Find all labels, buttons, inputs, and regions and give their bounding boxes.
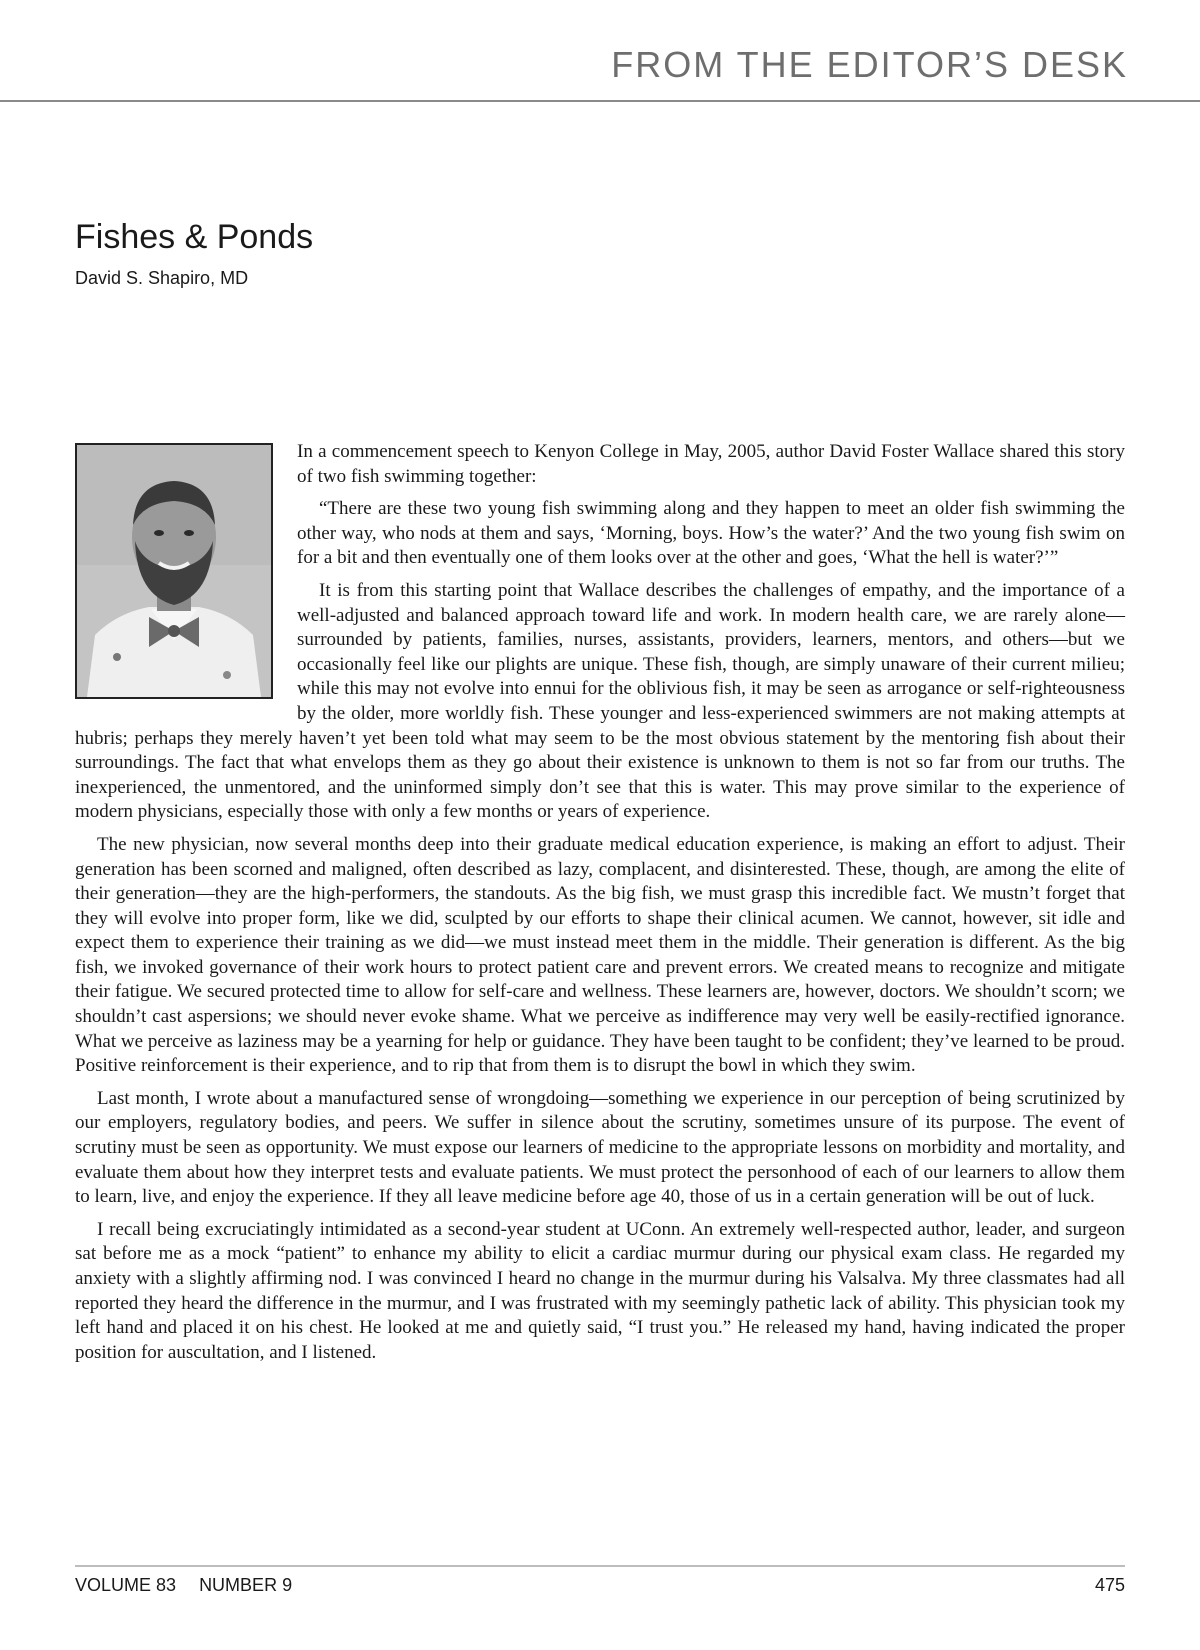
paragraph-5: Last month, I wrote about a manufactured sense of wrongdoing—something we experience in our perception of being scrutinized by our employers, regulatory bodies, and peers. We suffer in silence about the scrutiny, sometimes unsure of its purpose. The event of scrutiny must be seen as opportunity. We must expose our learners of medicine to the appropriate lessons on morbidity and mortality, and evaluate them about how they interpret tests and evaluate patients. We must protect the personhood of each of our learners to allow them to learn, live, and enjoy the experience. If they all leave medicine before age 40, those of us in a certain generation will be out of luck.: [75, 1087, 1125, 1208]
paragraph-2: “There are these two young fish swimming along and they happen to meet an older fish swimming the other way, who nods at them and says, ‘Morning, boys. How’s the water?’ And the two young fish swim on for a bit and then eventually one of them looks over at the other and goes, ‘What the hell is water?’”: [297, 498, 1125, 569]
article-author: David S. Shapiro, MD: [75, 268, 249, 288]
paragraph-4: The new physician, now several months deep into their graduate medical education experience, is making an effort to adjust. Their generation has been scorned and maligned, often described as lazy, complacent, and disinterested. These, though, are among the elite of their generation—they are the high-performers, the standouts. As the big fish, we must grasp this incredible fact. We mustn’t forget that they will evolve into proper form, like we did, sculpted by our efforts to shape their clinical acumen. We cannot, however, sit idle and expect them to experience their training as we did—we must instead meet them in the middle. Their generation is different. As the big fish, we invoked governance of their work hours to protect patient care and prevent errors. We created means to recognize and mitigate their fatigue. We secured protected time to allow for self-care and wellness. These learners are, however, doctors. We shouldn’t scorn; we shouldn’t cast aspersions; we should never evoke shame. What we perceive as indifference may very well be easily-rectified ignorance. What we perceive as laziness may be a yearning for help or guidance. They have been taught to be confident; they’ve learned to be proud. Positive reinforcement is their experience, and to rip that from them is to disrupt the bowl in which they swim.: [75, 833, 1125, 1077]
footer-volume: VOLUME 83: [75, 1575, 177, 1595]
article-title: Fishes & Ponds: [75, 218, 314, 256]
paragraph-3: It is from this starting point that Wallace describes the challenges of empathy, and the importance of a well-adjusted and balanced approach toward life and work. In modern health care, we are rarely alone—surrounded by patients, families, nurses, assistants, providers, learners, mentors, and others—but we occasionally feel like our plights are unique. These fish, though, are simply unaware of their current milieu; while this may not evolve into ennui for the oblivious fish, it may be seen as arrogance or self-righteousness by the older, more worldly fish. These younger and less-experienced swimmers are not making attempts at hubris; perhaps they merely haven’t yet been told what may seem to be the most obvious statement by the mentoring fish about their surroundings. The fact that what envelops them as they go about their existence is unknown to them is not so far from our truths. The inexperienced, the unmentored, and the uninformed simply don’t see that this is water. This may prove similar to the experience of modern physicians, especially those with only a few months or years of experience.: [75, 579, 1125, 823]
article-body: [75, 440, 1125, 1373]
page-number: 475: [1094, 1575, 1125, 1595]
footer-divider: [75, 1565, 1125, 1567]
author-portrait-image: [77, 445, 271, 697]
section-header: FROM THE EDITOR’S DESK: [611, 44, 1128, 85]
paragraph-6: I recall being excruciatingly intimidated as a second-year student at UConn. An extremely well-respected author, leader, and surgeon sat before me as a mock “patient” to enhance my ability to elicit a cardiac murmur during our physical exam class. He regarded my anxiety with a slightly affirming nod. I was convinced I heard no change in the murmur during his Valsalva. My three classmates had all reported they heard the difference in the murmur, and I was frustrated with my seemingly pathetic lack of ability. This physician took my left hand and placed it on his chest. He looked at me and quietly said, “I trust you.” He released my hand, having indicated the proper position for auscultation, and I listened.: [75, 1218, 1125, 1363]
author-photo: [75, 443, 273, 699]
page-footer: [75, 1575, 1125, 1596]
paragraph-1: In a commencement speech to Kenyon College in May, 2005, author David Foster Wallace shared this story of two fish swimming together:: [297, 441, 1125, 487]
footer-number: NUMBER 9: [199, 1575, 293, 1595]
header-divider: [0, 100, 1200, 102]
